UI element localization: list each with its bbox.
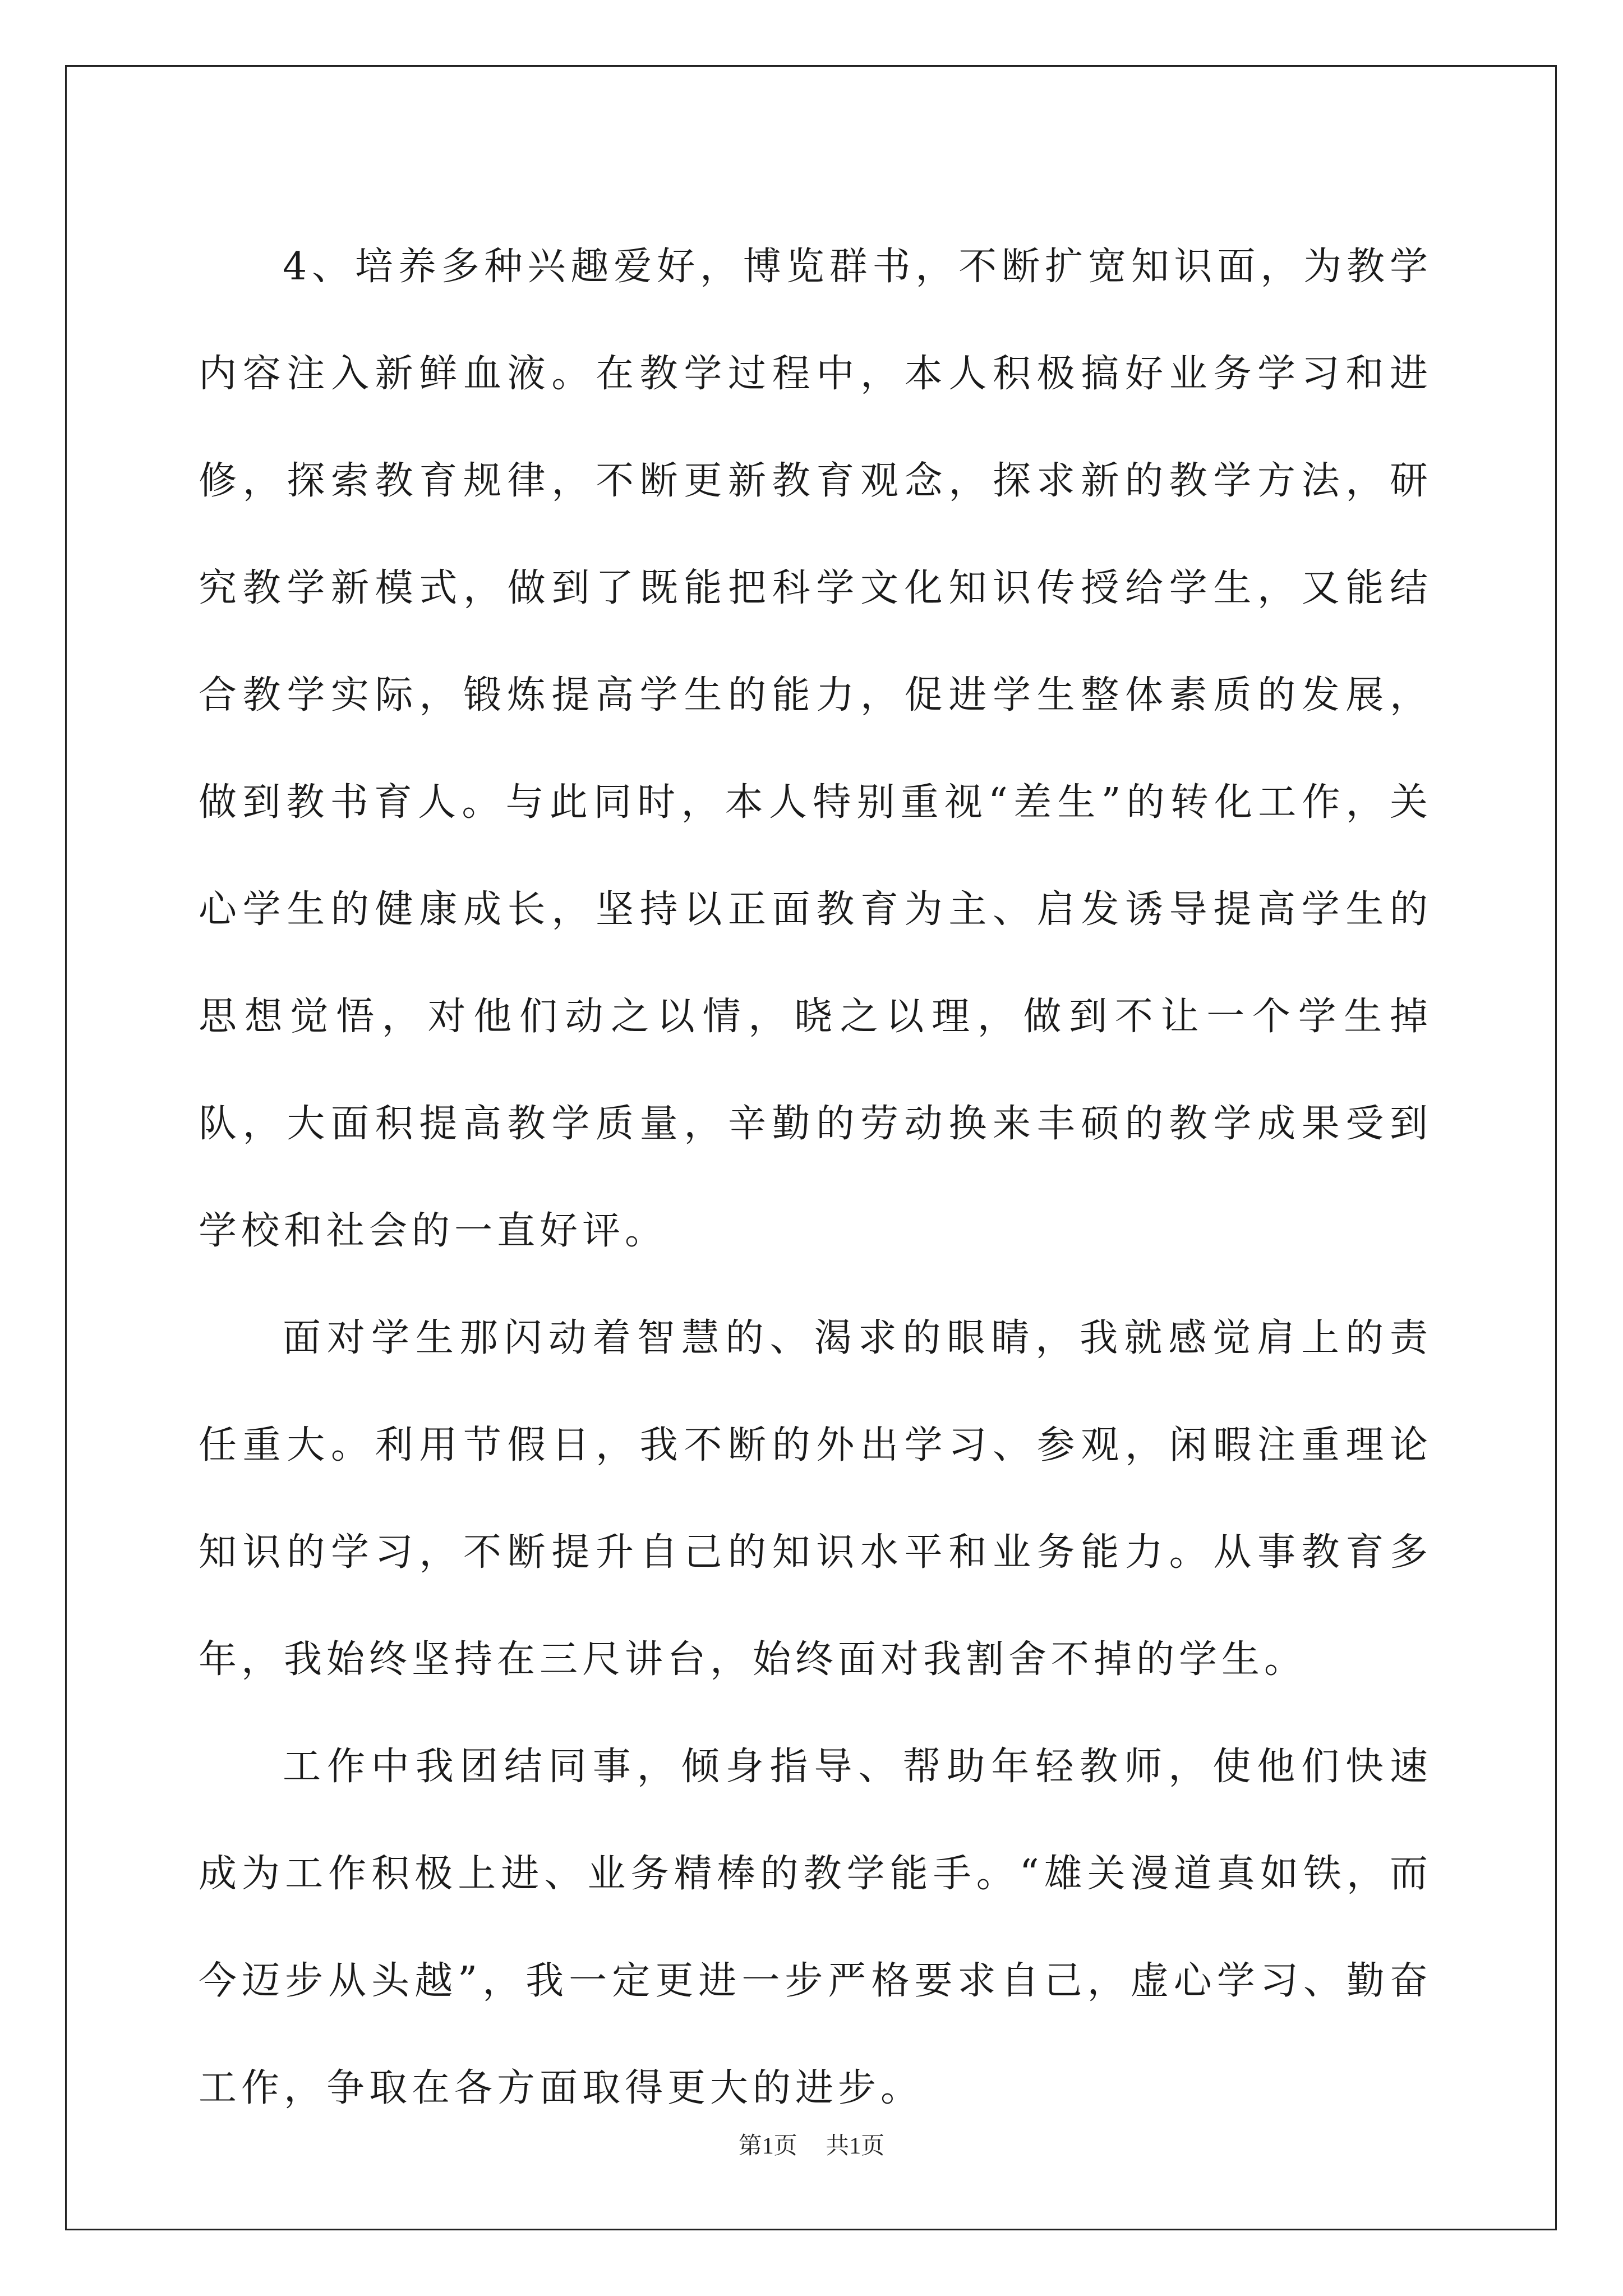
paragraph-2: 面对学生那闪动着智慧的、渴求的眼睛，我就感觉肩上的责任重大。利用节假日，我不断的外出学习、参观，闲暇注重理论知识的学习，不断提升自己的知识水平和业务能力。从事教育多年，我始终坚持在三尺讲台，始终面对我割舍不掉的学生。 (199, 1316, 1432, 1682)
page-number-total: 共1页 (826, 2133, 885, 2159)
page-footer (0, 2127, 1623, 2161)
paragraph-1: 4、培养多种兴趣爱好，博览群书，不断扩宽知识面，为教学内容注入新鲜血液。在教学过程中，本人积极搞好业务学习和进修，探索教育规律，不断更新教育观念，探求新的教学方法，研究教学新模式，做到了既能把科学文化知识传授给学生，又能结合教学实际，锻炼提高学生的能力，促进学生整体素质的发展，做到教书育人。与此同时，本人特别重视“差生”的转化工作，关心学生的健康成长，坚持以正面教育为主、启发诱导提高学生的思想觉悟，对他们动之以情，晓之以理，做到不让一个学生掉队，大面积提高教学质量，辛勤的劳动换来丰硕的教学成果受到学校和社会的一直好评。 (199, 245, 1432, 1253)
paragraph-3: 工作中我团结同事，倾身指导、帮助年轻教师，使他们快速成为工作积极上进、业务精棒的教学能手。“雄关漫道真如铁，而今迈步从头越”，我一定更进一步严格要求自己，虚心学习、勤奋工作，争取在各方面取得更大的进步。 (199, 1745, 1432, 2110)
document-body (199, 213, 1432, 2142)
page-number-current: 第1页 (738, 2133, 797, 2159)
